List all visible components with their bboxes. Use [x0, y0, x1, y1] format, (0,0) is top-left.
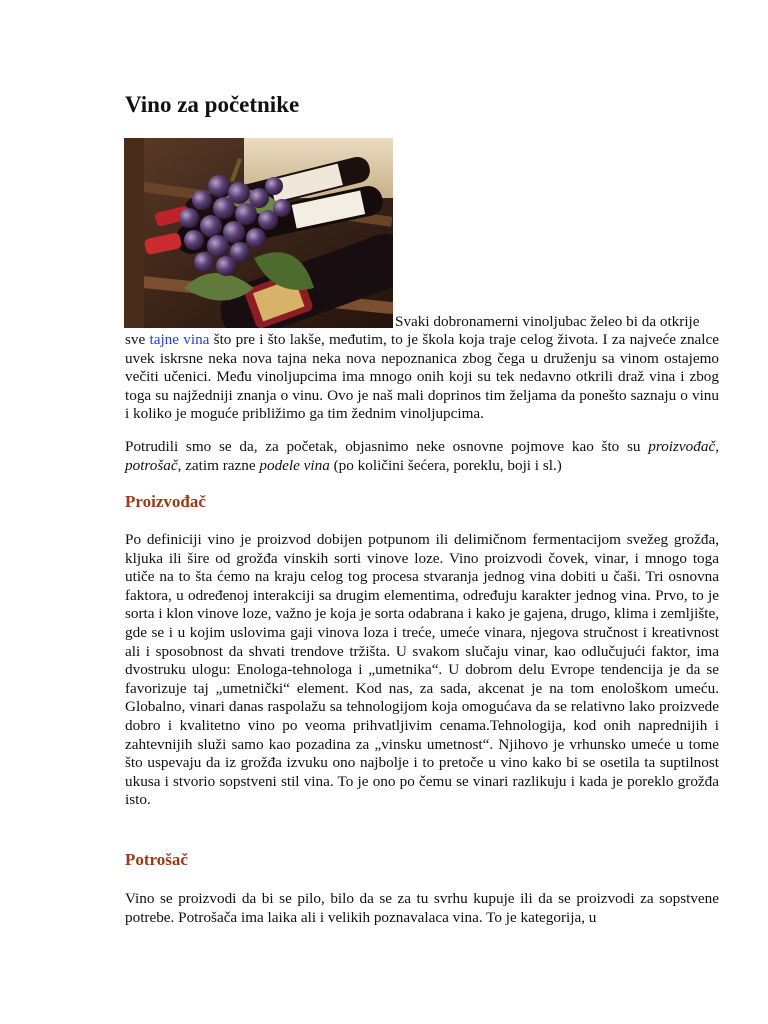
term-podele-vina: podele vina [259, 456, 330, 474]
intro-p2-text-c: , zatim razne [177, 456, 260, 474]
wine-photo [124, 138, 393, 328]
intro-text-after-link: što pre i što lakše, međutim, to je škola koja traje celog života. I za najveće znalce uvek iskrsne neka nova tajna neka nova nepoznanica zbog čega u druženju sa vinom ostajemo večiti učenici. Među vinoljupcima ima mnogo onih koji su tek nedavno otkrili draž vina i zbog toga su najžedniji znanja o vinu. Ovo je naš mali doprinos tim željama da ponešto saznaju o vinu i koliko je moguće približimo ga tim žednim vinoljupcima. [125, 331, 719, 423]
intro-first-line: Svaki dobronamerni vinoljubac želeo bi da otkrije [395, 313, 700, 330]
intro-text-before-link: sve [125, 331, 150, 348]
section-heading-proizvodjac: Proizvođač [125, 492, 206, 511]
term-potrosac: potrošač [125, 456, 178, 474]
intro-paragraph [125, 331, 719, 424]
intro-p2-text-d: (po količini šećera, poreklu, boji i sl.) [329, 456, 562, 474]
tajne-vina-link[interactable]: tajne vina [149, 331, 210, 348]
page-title: Vino za početnike [125, 92, 300, 117]
section-potrosac-text: Vino se proizvodi da bi se pilo, bilo da se za tu svrhu kupuje ili da se proizvodi za sopstvene potrebe. Potrošača ima laika ali i velikih poznavalaca vina. To je kategorija, u [125, 890, 719, 926]
intro-p2-text-b: , [715, 438, 719, 455]
section-heading-potrosac: Potrošač [125, 850, 188, 869]
section-proizvodjac-text: Po definiciji vino je proizvod dobijen potpunom ili delimičnom fermentacijom svežeg grožđa, kljuka ili šire od grožđa vinskih sorti vinove loze. Vino proizvodi čovek, vinar, i mnogo toga utiče na to šta ćemo na kraju celog tog procesa stvaranja jednog vina dobiti u čaši. Tri osnovna faktora, u određenoj interakciji sa drugim elementima, određuju karakter jednog vina. Prvo, to je sorta i klon vinove loze, važno je koja je sorta odabrana i kako je gajena, drugo, klima i zemljište, gde se i u kojim uslovima gaji vinova loza i treće, umeće vinara, njegova stručnost i kreativnost ali i sposobnost da shvati trendove tržišta. U svakom slučaju vinar, kao odlučujući faktor, ima dvostruku ulogu: Enologa-tehnologa i „umetnika“. U dobrom delu Evrope tendencija je da se favorizuje taj „umetnički“ element. Kod nas, za sada, akcenat je na tom enološkom umeću. Globalno, vinari danas raspolažu sa tehnologijom koja omogućava da se relativno lako proizvede dobro i kvalitetno vino po veoma prihvatljivim cenama.Tehnologija, kod onih naprednijih i zahtevnijih služi samo kao pozadina za „vinsku umetnost“. Njihovo je vrhunsko umeće u tome što uspevaju da iz grožđa izvuku ono najbolje i to pretoče u vino kako bi se osetila ta suptilnost ukusa i stvorio sopstveni stil vina. To je ono po čemu se vinari razlikuju i kada je poreklo grožđa isto. [125, 531, 719, 809]
term-proizvodjac: proizvođač [648, 438, 716, 455]
wine-bottles-grapes-image [124, 138, 393, 328]
intro-paragraph-2 [125, 438, 719, 475]
intro-p2-text-a: Potrudili smo se da, za početak, objasnimo neke osnovne pojmove kao što su [125, 438, 649, 455]
